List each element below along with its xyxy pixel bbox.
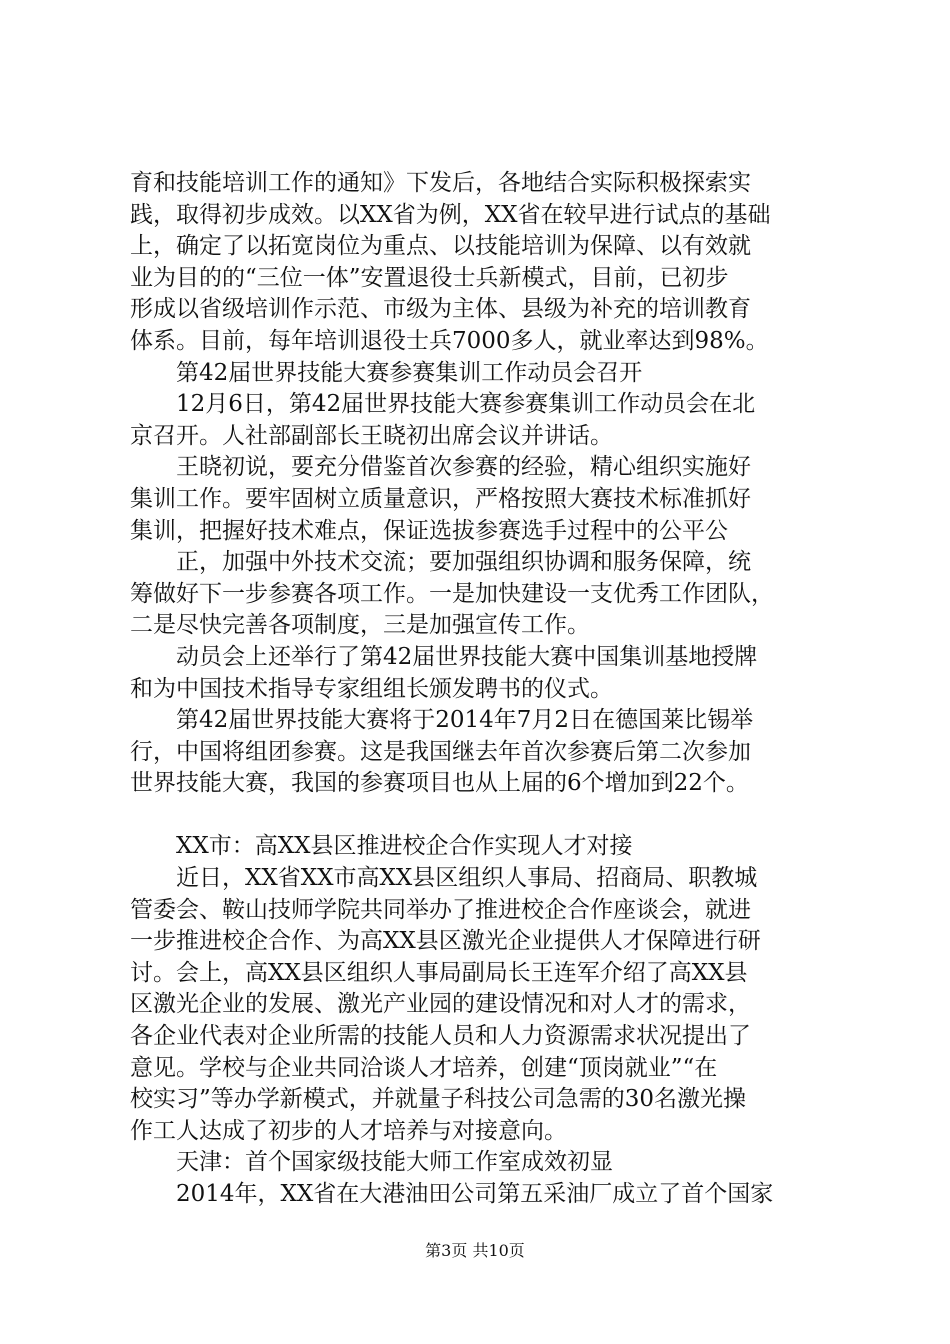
- text-line: 动员会上还举行了第42届世界技能大赛中国集训基地授牌: [176, 643, 758, 670]
- text-line: 育和技能培训工作的通知》下发后，各地结合实际积极探索实: [130, 170, 751, 196]
- text-line: 各企业代表对企业所需的技能人员和人力资源需求状况提出了: [130, 1023, 751, 1050]
- text-line: 管委会、鞍山技师学院共同举办了推进校企合作座谈会，就进: [130, 896, 751, 923]
- paragraph-gap: [130, 800, 830, 832]
- text-line: 和为中国技术指导专家组组长颁发聘书的仪式。: [130, 675, 613, 702]
- text-line: 形成以省级培训作示范、市级为主体、县级为补充的培训教育: [130, 296, 751, 323]
- text-line: 12月6日，第42届世界技能大赛参赛集训工作动员会在北: [176, 391, 756, 418]
- text-line: 校实习”等办学新模式，并就量子科技公司急需的30名激光操: [130, 1086, 747, 1113]
- text-line: 集训工作。要牢固树立质量意识，严格按照大赛技术标准抓好: [130, 485, 751, 512]
- text-line: 近日，XX省XX市高XX县区组织人事局、招商局、职教城: [176, 865, 758, 892]
- text-line: 行，中国将组团参赛。这是我国继去年首次参赛后第二次参加: [130, 738, 751, 765]
- text-line: 第42届世界技能大赛将于2014年7月2日在德国莱比锡举: [176, 707, 754, 734]
- text-line: 二是尽快完善各项制度，三是加强宣传工作。: [130, 612, 590, 639]
- text-line: 京召开。人社部副部长王晓初出席会议并讲话。: [130, 422, 613, 449]
- text-line: 讨。会上，高XX县区组织人事局副局长王连军介绍了高XX县: [130, 959, 748, 986]
- text-line: 区激光企业的发展、激光产业园的建设情况和对人才的需求，: [130, 991, 751, 1018]
- text-line: 作工人达成了初步的人才培养与对接意向。: [130, 1117, 567, 1144]
- text-line: 集训，把握好技术难点，保证选拔参赛选手过程中的公平公: [130, 517, 728, 544]
- text-line: 王晓初说，要充分借鉴首次参赛的经验，精心组织实施好: [176, 454, 751, 481]
- text-line: 正，加强中外技术交流；要加强组织协调和服务保障，统: [176, 549, 751, 576]
- text-line: 业为目的的“三位一体”安置退役士兵新模式，目前，已初步: [130, 264, 729, 291]
- section-heading: 天津：首个国家级技能大师工作室成效初显: [176, 1149, 613, 1176]
- section-heading: 第42届世界技能大赛参赛集训工作动员会召开: [176, 359, 643, 386]
- text-line: 践，取得初步成效。以XX省为例，XX省在较早进行试点的基础: [130, 201, 771, 228]
- text-line: 上，确定了以拓宽岗位为重点、以技能培训为保障、以有效就: [130, 233, 751, 260]
- text-line: 筹做好下一步参赛各项工作。一是加快建设一支优秀工作团队，: [130, 580, 774, 607]
- text-line: 世界技能大赛，我国的参赛项目也从上届的6个增加到22个。: [130, 770, 749, 797]
- text-line: 意见。学校与企业共同洽谈人才培养，创建“顶岗就业”“在: [130, 1054, 718, 1081]
- text-line: 一步推进校企合作、为高XX县区激光企业提供人才保障进行研: [130, 928, 761, 955]
- page-footer: 第3页 共10页: [425, 1241, 525, 1260]
- text-line: 2014年，XX省在大港油田公司第五采油厂成立了首个国家: [176, 1181, 774, 1207]
- document-body: [130, 168, 830, 1211]
- text-line: 体系。目前，每年培训退役士兵7000多人，就业率达到98%。: [130, 327, 769, 354]
- section-heading: XX市：高XX县区推进校企合作实现人才对接: [176, 833, 633, 860]
